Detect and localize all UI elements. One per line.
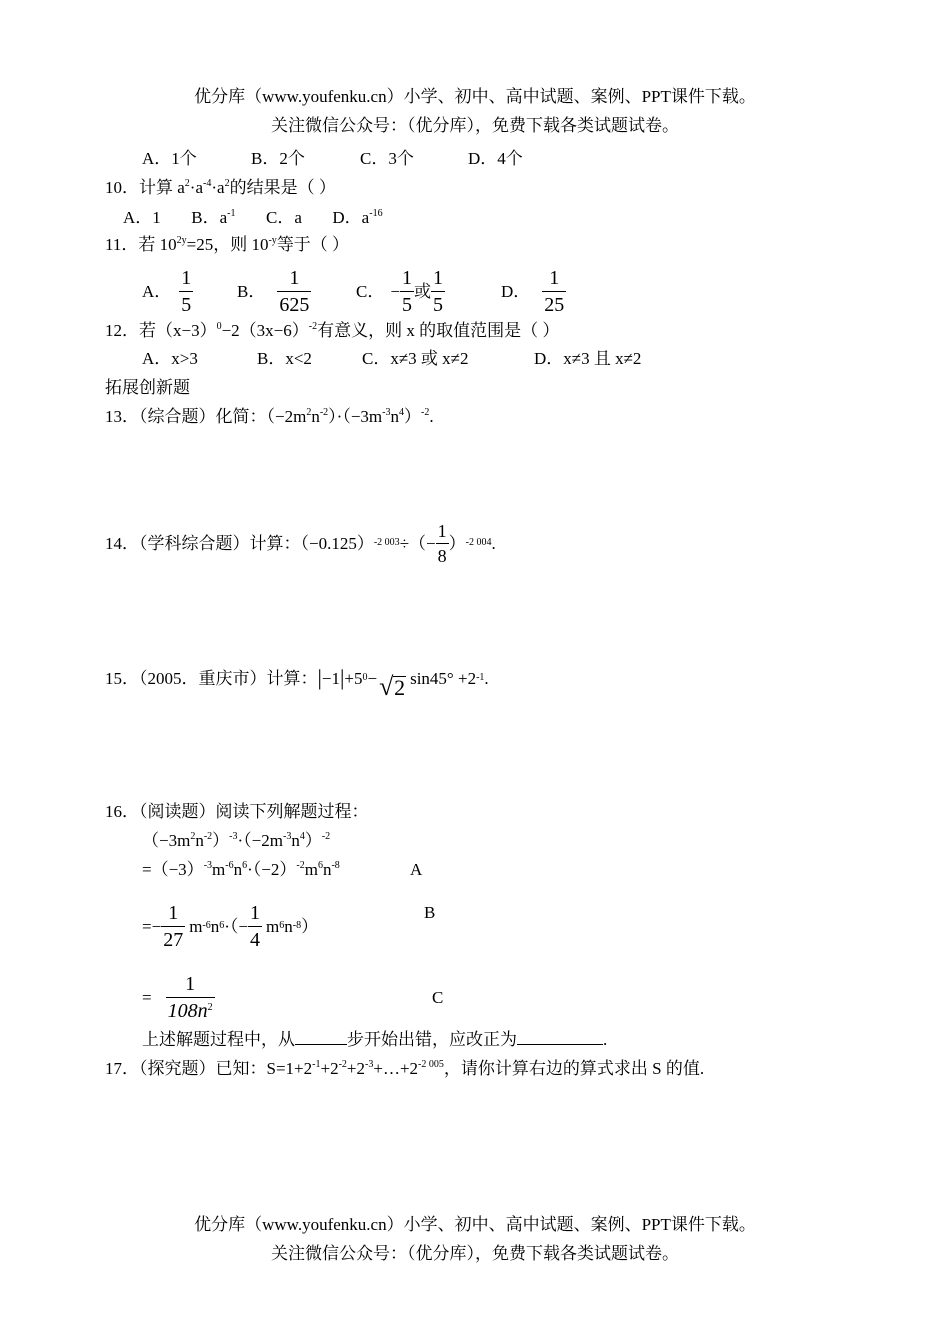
q11-option-c: C． − $\frac{1}{5}$ 或 $\frac{1}{5}$	[356, 266, 443, 316]
q9-option-b: B．2个	[251, 149, 305, 168]
q10-option-b: B．$a^{-1}$	[191, 208, 236, 227]
q9-option-c: C．3个	[360, 149, 414, 168]
q16-conclusion: 上述解题过程中，从 步开始出错，应改正为 .	[142, 1030, 608, 1049]
q16-step-c-label: C	[432, 988, 444, 1007]
q16-line-1: $(-3m^2n^{-2})^{-3}\cdot(-2m^{-3}n^4)^{-2}$	[142, 831, 331, 850]
q16-line-4: = $\frac{1}{108n^2}$	[142, 972, 213, 1022]
q16-title: 16．（阅读题）阅读下列解题过程：	[105, 802, 369, 821]
q11-option-b: B． $\frac{1}{625}$	[237, 266, 310, 316]
q12-option-a: A．x>3	[142, 349, 198, 368]
q10-options	[123, 209, 383, 226]
q13: 13．（综合题）化简：$(-2m^2n^{-2})\cdot(-3m^{-3}n^4)^{-2}$.	[105, 407, 434, 426]
answer-blank-1[interactable]	[295, 1044, 347, 1045]
q15: 15．（2005．重庆市）计算： | −1 | +5 0 − √ 2 sin45° +2 -1 .	[105, 665, 489, 701]
q16-step-a-label: A	[410, 860, 423, 879]
header-line-2: 关注微信公众号：（优分库），免费下载各类试题试卷。	[271, 116, 679, 135]
q12-option-c: C．x≠3 或 x≠2	[362, 349, 469, 368]
q17: 17．（探究题）已知：$S=1+2^{-1}+2^{-2}+2^{-3}+\dots+2^{-2 005}$，请你计算右边的算式求出 S 的值.	[105, 1059, 705, 1078]
q11-option-a: A． $\frac{1}{5}$	[142, 266, 192, 316]
sqrt-symbol: √ 2	[379, 671, 406, 701]
footer-line-2: 关注微信公众号：（优分库），免费下载各类试题试卷。	[271, 1244, 679, 1263]
q16-line-3: =− $\frac{1}{27}$ m -6 n 6 ·（− $\frac{1}{4}$ m 6 n -8 ）	[142, 901, 319, 951]
answer-blank-2[interactable]	[517, 1044, 603, 1045]
q14: 14．（学科综合题）计算：（−0.125） -2 003 ÷（− $\frac{1}{8}$ ） -2 004 .	[105, 520, 496, 566]
header-line-1: 优分库（www.youfenku.cn）小学、初中、高中试题、案例、PPT课件下载。	[194, 87, 756, 106]
q11-option-d: D． $\frac{1}{25}$	[501, 266, 565, 316]
q12-option-b: B．x<2	[257, 349, 312, 368]
q12-option-d: D．x≠3 且 x≠2	[534, 349, 642, 368]
q16-step-b-label: B	[424, 903, 436, 922]
q12-stem: 12．若$(x-3)^0-2(3x-6)^{-2}$有意义，则 x 的取值范围是（ ）	[105, 321, 560, 340]
q10-option-a: A．1	[123, 208, 161, 227]
q10-option-d: D．$a^{-16}$	[332, 208, 383, 227]
q9-option-d: D．4个	[468, 149, 523, 168]
q10-option-c: C．a	[266, 208, 302, 227]
q16-line-2: $=(-3)^{-3}m^{-6}n^6\cdot(-2)^{-2}m^6n^{-8}$	[142, 860, 340, 879]
q9-option-a: A．1个	[142, 149, 197, 168]
q10-stem: 10．计算 $a^2\cdot a^{-4}\cdot a^2$的结果是（ ）	[105, 178, 336, 197]
footer-line-1: 优分库（www.youfenku.cn）小学、初中、高中试题、案例、PPT课件下载。	[194, 1215, 756, 1234]
section-title: 拓展创新题	[105, 378, 190, 397]
q11-stem: 11．若 $10^{2y}=25$，则 $10^{-y}$等于（ ）	[105, 235, 350, 254]
